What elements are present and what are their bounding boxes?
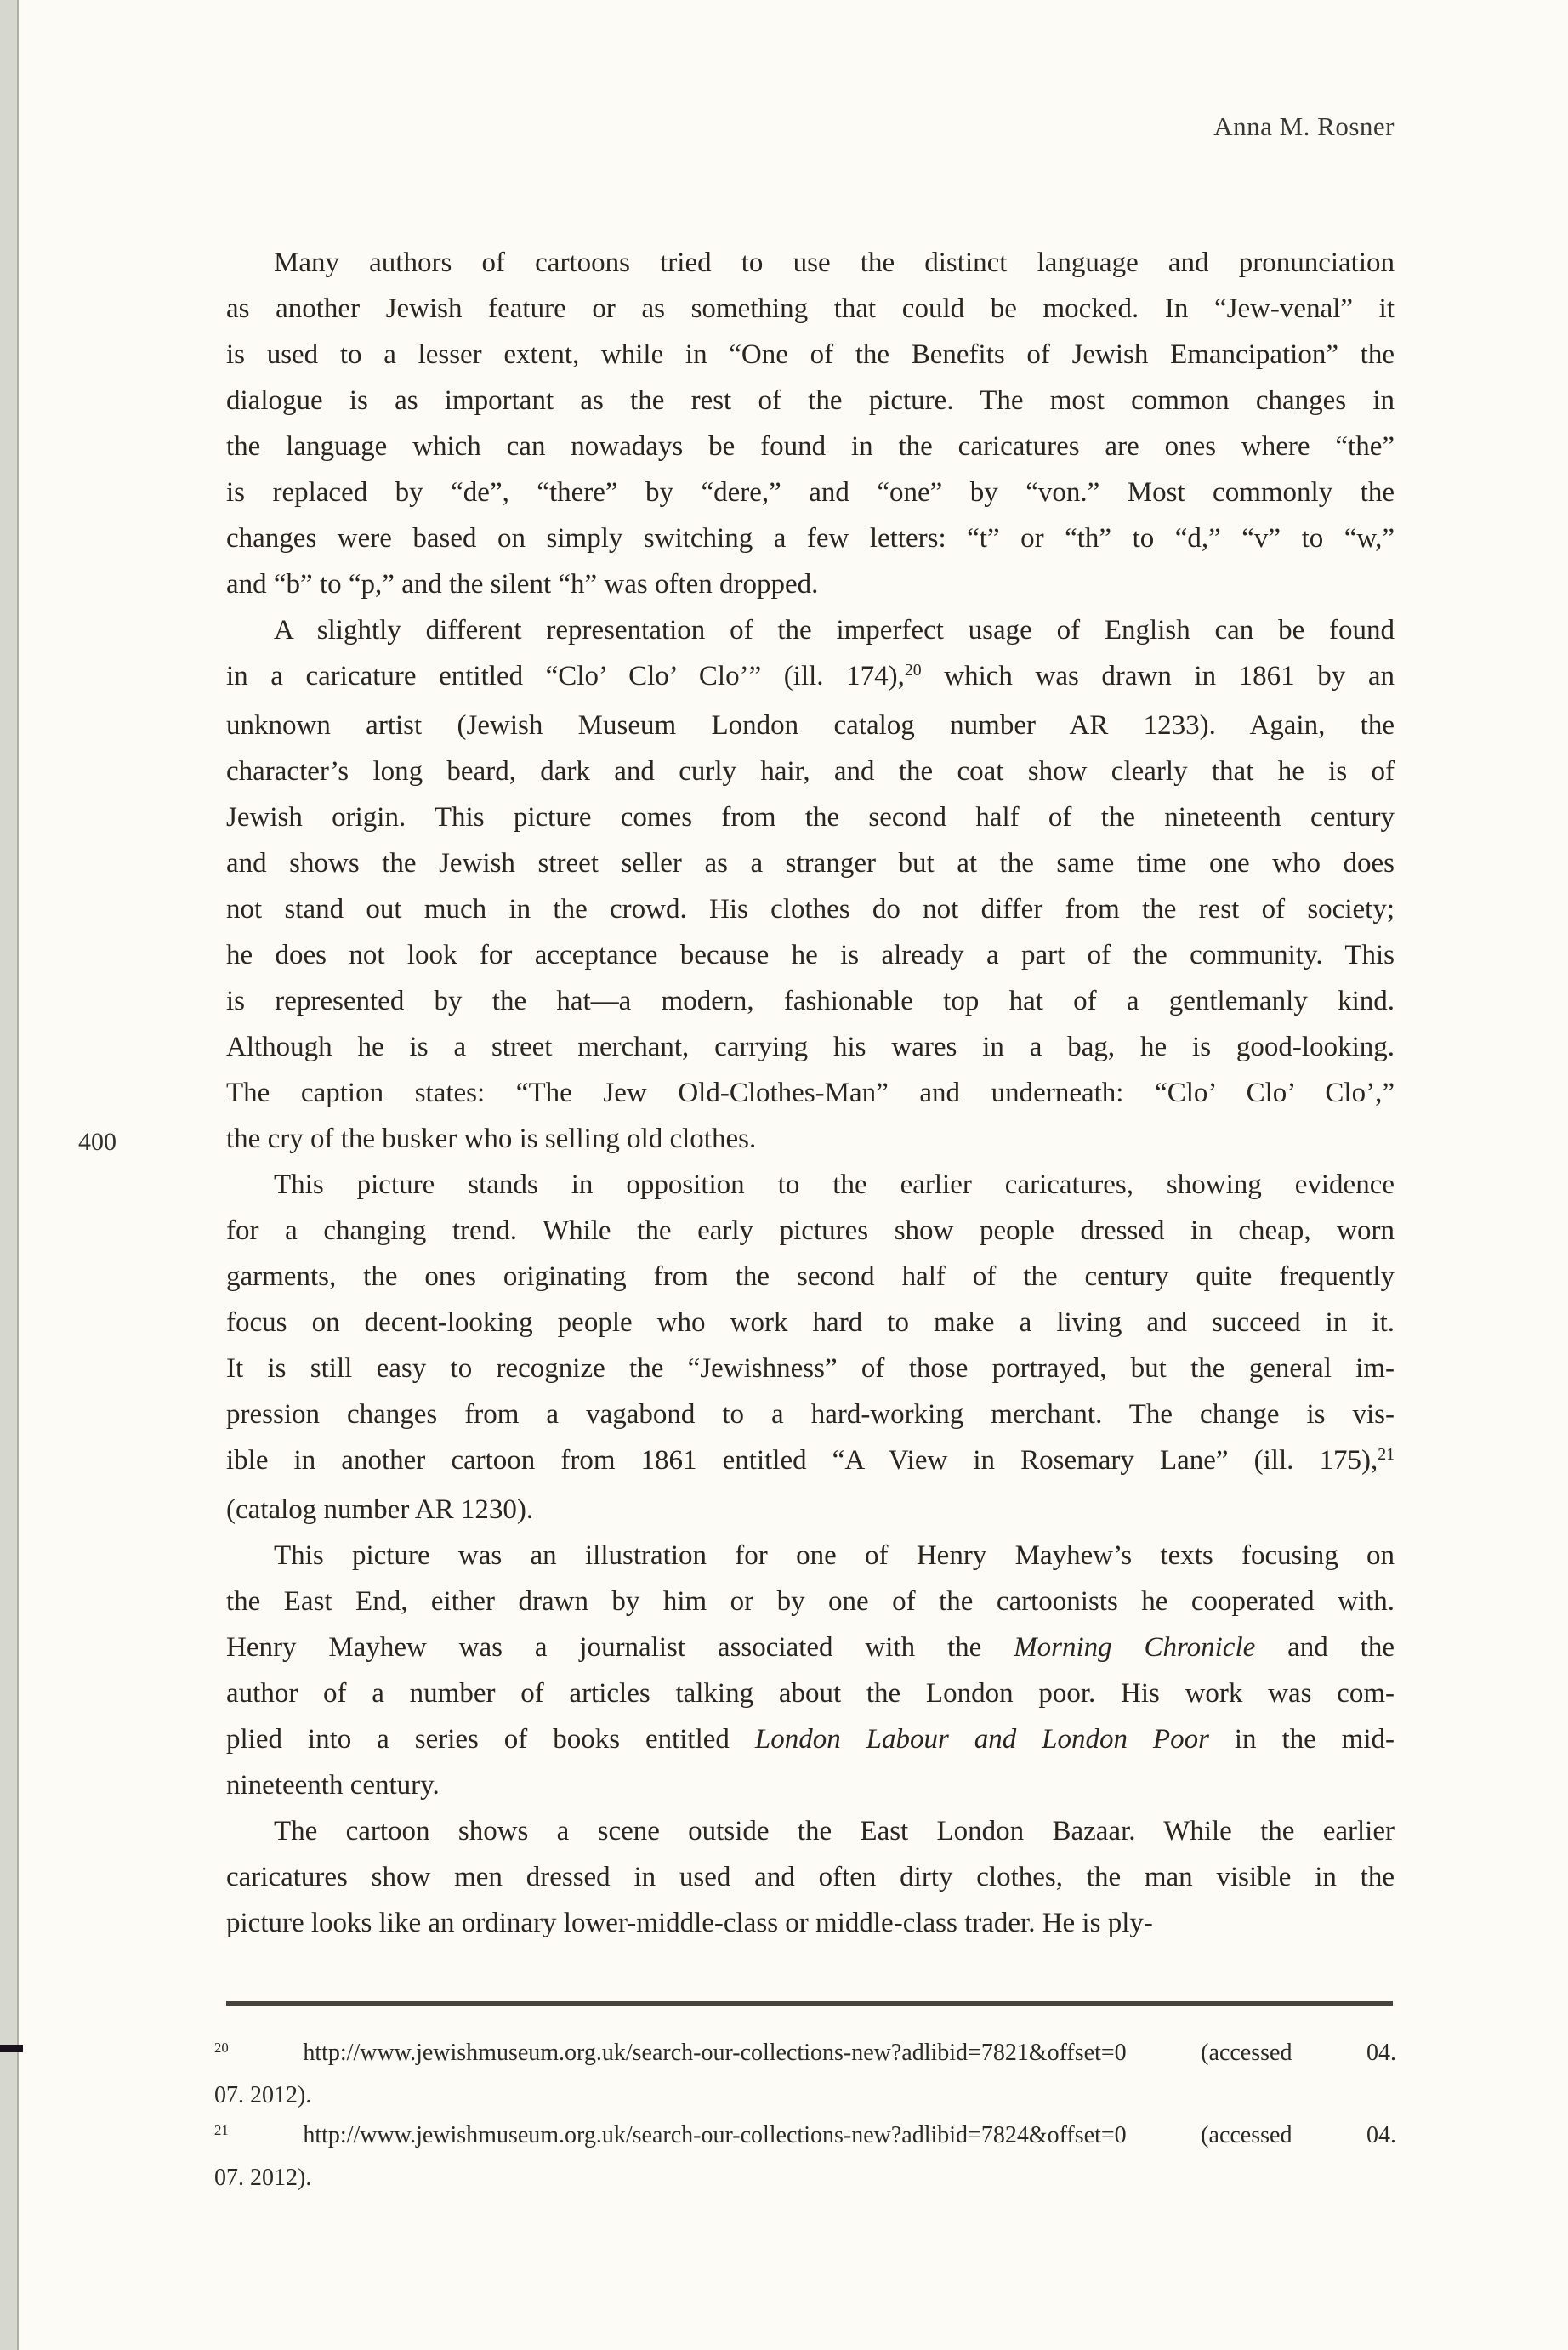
footnote-item	[214, 2115, 1396, 2198]
text-line: focus on decent-looking people who work hard to make a living and succeed in it.	[226, 1307, 1395, 1338]
text-line: picture looks like an ordinary lower-middle-class or middle-class trader. He is ply-	[226, 1908, 1153, 1938]
text-line: This picture was an illustration for one of Henry Mayhew’s texts focusing on	[274, 1540, 1395, 1571]
footnote-line: 07. 2012).	[214, 2165, 312, 2191]
italic-text: Morning Chronicle	[1014, 1632, 1256, 1663]
footnote-item	[214, 2033, 1396, 2115]
text-line: The caption states: “The Jew Old-Clothes-Man” and underneath: “Clo’ Clo’ Clo’,”	[226, 1078, 1395, 1108]
text-line: The cartoon shows a scene outside the East London Bazaar. While the earlier	[274, 1816, 1395, 1846]
footnote-separator-rule	[226, 2001, 1393, 2006]
footnote-marker: 20	[904, 661, 922, 680]
text-line: as another Jewish feature or as something that could be mocked. In “Jew-venal” it	[226, 293, 1395, 324]
text-line: Jewish origin. This picture comes from the second half of the nineteenth century	[226, 802, 1395, 833]
footnote-line: 07. 2012).	[214, 2082, 312, 2108]
text-line: It is still easy to recognize the “Jewishness” of those portrayed, but the general im-	[226, 1353, 1395, 1384]
text-line: A slightly different representation of the imperfect usage of English can be found	[274, 615, 1395, 646]
text-line: in a caricature entitled “Clo’ Clo’ Clo’” (ill. 174),$^{20}$ which was drawn in 1861 by an	[226, 661, 1395, 691]
text-line: is used to a lesser extent, while in “One of the Benefits of Jewish Emancipation” the	[226, 339, 1395, 370]
running-header-author: Anna M. Rosner	[1213, 111, 1395, 141]
paragraph	[226, 1808, 1395, 1946]
body-text	[226, 240, 1395, 1946]
text-line: (catalog number AR 1230).	[226, 1494, 534, 1525]
scan-edge-tick-mark	[0, 2045, 23, 2052]
scan-edge-strip	[0, 0, 19, 2350]
text-line: Many authors of cartoons tried to use the distinct language and pronunciation	[274, 248, 1395, 278]
text-line: the cry of the busker who is selling old clothes.	[226, 1124, 757, 1154]
text-line: Henry Mayhew was a journalist associated with the Morning Chronicle and the	[226, 1632, 1395, 1663]
text-line: caricatures show men dressed in used and often dirty clothes, the man visible in the	[226, 1862, 1395, 1892]
text-line: is replaced by “de”, “there” by “dere,” and “one” by “von.” Most commonly the	[226, 477, 1395, 508]
text-line: is represented by the hat—a modern, fashionable top hat of a gentlemanly kind.	[226, 986, 1395, 1016]
footnote-line: $^{20}$ http://www.jewishmuseum.org.uk/search-our-collections-new?adlibid=7821&offset=0 (accessed 04.	[214, 2039, 1396, 2066]
text-line: nineteenth century.	[226, 1770, 440, 1801]
text-line: for a changing trend. While the early pictures show people dressed in cheap, worn	[226, 1215, 1395, 1246]
text-line: the language which can nowadays be found in the caricatures are ones where “the”	[226, 431, 1395, 462]
text-line: he does not look for acceptance because he is already a part of the community. This	[226, 940, 1395, 970]
text-line: pression changes from a vagabond to a hard-working merchant. The change is vis-	[226, 1399, 1395, 1430]
footnote-number: 21	[214, 2121, 229, 2138]
text-line: ible in another cartoon from 1861 entitled “A View in Rosemary Lane” (ill. 175),$^{21}$	[226, 1445, 1395, 1476]
text-line: plied into a series of books entitled London Labour and London Poor in the mid-	[226, 1724, 1395, 1755]
text-line: unknown artist (Jewish Museum London catalog number AR 1233). Again, the	[226, 710, 1395, 741]
text-line: changes were based on simply switching a few letters: “t” or “th” to “d,” “v” to “w,”	[226, 523, 1395, 554]
text-line: garments, the ones originating from the second half of the century quite frequently	[226, 1261, 1395, 1292]
footnote-line: $^{21}$ http://www.jewishmuseum.org.uk/search-our-collections-new?adlibid=7824&offset=0 (accessed 04.	[214, 2121, 1396, 2148]
footnote-number: 20	[214, 2039, 229, 2056]
text-line: This picture stands in opposition to the earlier caricatures, showing evidence	[274, 1169, 1395, 1200]
footnotes	[214, 2033, 1396, 2198]
text-line: character’s long beard, dark and curly hair, and the coat show clearly that he is of	[226, 756, 1395, 787]
margin-page-number: 400	[78, 1128, 116, 1156]
text-line: and “b” to “p,” and the silent “h” was often dropped.	[226, 569, 819, 600]
paragraph	[226, 1533, 1395, 1808]
text-line: dialogue is as important as the rest of the picture. The most common changes in	[226, 385, 1395, 416]
paragraph	[226, 1162, 1395, 1533]
paragraph	[226, 240, 1395, 607]
text-line: and shows the Jewish street seller as a stranger but at the same time one who does	[226, 848, 1395, 879]
footnote-marker: 21	[1378, 1445, 1395, 1465]
italic-text: London Labour and London Poor	[754, 1724, 1209, 1755]
text-line: the East End, either drawn by him or by one of the cartoonists he cooperated with.	[226, 1586, 1395, 1617]
text-line: not stand out much in the crowd. His clothes do not differ from the rest of society;	[226, 894, 1395, 925]
text-line: author of a number of articles talking about the London poor. His work was com-	[226, 1678, 1395, 1709]
paragraph	[226, 607, 1395, 1162]
text-line: Although he is a street merchant, carrying his wares in a bag, he is good-looking.	[226, 1032, 1395, 1062]
